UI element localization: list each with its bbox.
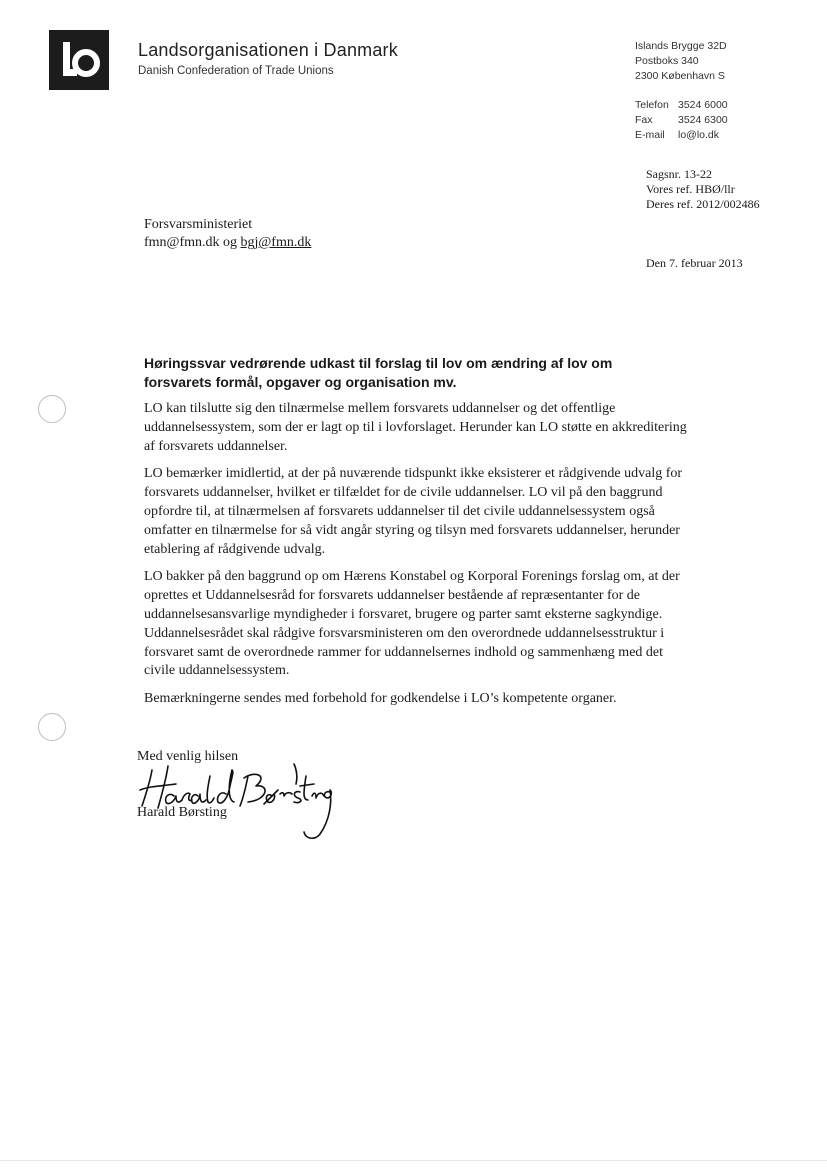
address-line: Postboks 340 [635,55,699,67]
letter-date: Den 7. februar 2013 [646,256,743,270]
contact-phone [635,98,728,113]
body-paragraph: LO bakker på den baggrund op om Hærens Konstabel og Korporal Forenings forslag om, at der oprettes et Uddannelsesråd for forsvarets uddannelser bestående af repræsentanter for de uddannelsesansvarlige myndigheder i forsvaret, brugere og parter samt eksterne sagkyndige. Uddannelsesrådet skal rådgive forsvarsministeren om den overordnede uddannelsesstruktur i forsvaret samt de overordnede rammer for uddannelsernes indhold og sammenhæng med det civile uddannelsessystem. [144,569,680,679]
organisation-name: Landsorganisationen i Danmark [138,40,398,60]
recipient-email-1: fmn@fmn.dk [144,235,220,250]
punch-hole [38,395,66,423]
recipient-emails [144,234,311,252]
contact-label: Fax [635,114,653,126]
body-paragraph: Bemærkningerne sendes med forbehold for godkendelse i LO’s kompetente organer. [144,691,617,707]
letter-subject: Høringssvar vedrørende udkast til forslag til lov om ændring af lov om forsvarets formål, opgaver og organisation mv. [144,355,613,390]
contact-value: 3524 6300 [678,114,728,126]
punch-hole [38,713,66,741]
contact-fax [635,113,728,128]
signer-name: Harald Børsting [137,805,227,820]
body-paragraph: LO kan tilslutte sig den tilnærmelse mellem forsvarets uddannelser og det offentlige uddannelsessystem, som der er lagt op til i lovforslaget. Herunder kan LO støtte en akkreditering af forsvarets uddannelser. [144,401,687,454]
organisation-subtitle: Danish Confederation of Trade Unions [138,65,334,77]
contact-value: 3524 6000 [678,99,728,111]
recipient-connector: og [223,235,237,250]
address-line: 2300 København S [635,70,725,82]
contact-label: E-mail [635,129,665,141]
address-block [635,39,727,84]
contact-block [635,98,728,143]
closing-greeting: Med venlig hilsen [137,749,239,764]
recipient-block [144,216,311,252]
address-line: Islands Brygge 32D [635,40,727,52]
page-edge-divider [0,1160,827,1161]
contact-value: lo@lo.dk [678,129,720,141]
handwritten-signature [136,756,336,846]
body-paragraph: LO bemærker imidlertid, at der på nuværende tidspunkt ikke eksisterer et rådgivende udvalg for forsvarets uddannelser, hvilket er tilfældet for de civile uddannelser. LO vil på den baggrund opfordre til, at tilnærmelsen af forsvarets uddannelser til det civile uddannelsessystem også omfatter en tilnærmelse for så vidt angår styring og tilsyn med forsvarets uddannelser, herunder etablering af rådgivende udvalg. [144,466,683,557]
reference-block [646,167,760,212]
lo-logo-mark [49,30,109,90]
lo-logo [49,30,109,90]
case-number: Sagsnr. 13-22 [646,167,712,181]
our-reference: Vores ref. HBØ/llr [646,182,735,196]
recipient-name: Forsvarsministeriet [144,217,253,232]
letter-body [144,400,696,718]
your-reference: Deres ref. 2012/002486 [646,197,760,211]
recipient-email-2: bgj@fmn.dk [240,235,312,250]
contact-label: Telefon [635,99,669,111]
contact-email [635,128,728,143]
